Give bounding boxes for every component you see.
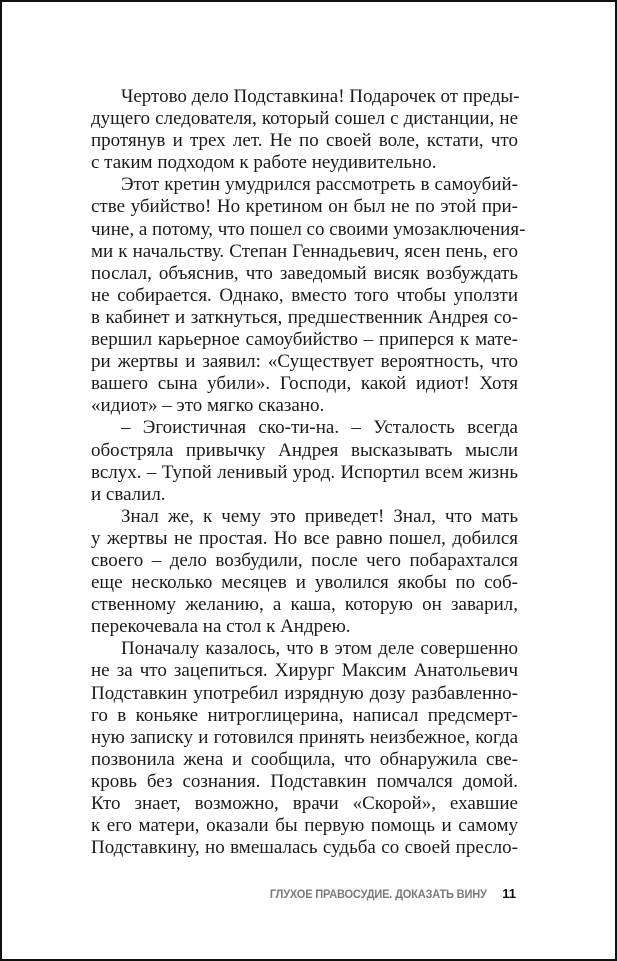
text-line: – Эгоистичная ско-ти-на. – Усталость всегда — [121, 417, 518, 439]
text-line: не за что зацепиться. Хирург Максим Анатольевич — [91, 660, 518, 682]
page-number: 11 — [502, 886, 516, 901]
text-line: «идиот» – это мягко сказано. — [91, 395, 325, 417]
text-line: кровь без сознания. Подставкин помчался домой. — [91, 770, 518, 792]
text-line: не собирается. Однако, вместо того чтобы уползти — [91, 284, 518, 306]
text-line: стве убийство! Но кретином он был не по этой при- — [91, 196, 518, 218]
text-line: послал, объяснив, что заведомый висяк возбуждать — [91, 262, 518, 284]
paragraph — [91, 174, 526, 417]
text-line: ми к начальству. Степан Геннадьевич, ясен пень, его — [91, 240, 518, 262]
text-line: в кабинет и заткнуться, предшественник Андрея со- — [91, 306, 518, 328]
running-title: ГЛУХОЕ ПРАВОСУДИЕ. ДОКАЗАТЬ ВИНУ — [269, 887, 487, 901]
text-line: ную записку и готовился принять неизбежное, когда — [91, 726, 518, 748]
text-line: еще несколько месяцев и уволился якобы по соб- — [91, 572, 518, 594]
text-line: и свалил. — [91, 483, 166, 505]
text-line: Кто знает, возможно, врачи «Скорой», ехавшие — [91, 793, 518, 814]
text-line: позвонила жена и сообщила, что обнаружила све- — [91, 748, 518, 770]
text-line: Этот кретин умудрился рассмотреть в самоубий- — [121, 174, 518, 196]
text-line: вслух. – Тупой ленивый урод. Испортил всем жизнь — [91, 461, 518, 483]
paragraph — [91, 638, 518, 859]
text-line: Знал же, к чему это приведет! Знал, что мать — [121, 505, 518, 527]
body-text — [91, 86, 526, 859]
page-footer — [251, 886, 516, 901]
text-line: ственному желанию, а каша, которую он заварил, — [91, 594, 518, 616]
paragraph — [91, 506, 518, 639]
paragraph — [91, 86, 518, 174]
text-line: вершил карьерное самоубийство – приперся к мате- — [91, 329, 518, 351]
text-line: с таким подходом к работе неудивительно. — [91, 152, 437, 174]
text-line: вашего сына убили». Господи, какой идиот! Хотя — [91, 373, 518, 395]
text-line: Подставкин употребил изрядную дозу разбавленно- — [91, 682, 518, 704]
text-line: у жертвы не простая. Но все равно пошел, добился — [91, 527, 518, 549]
text-line: Чертово дело Подставкина! Подарочек от преды- — [121, 86, 520, 107]
text-line: дущего следователя, который сошел с дистанции, не — [91, 108, 518, 130]
text-line: к его матери, оказали бы первую помощь и самому — [91, 815, 518, 837]
paragraph — [91, 417, 518, 505]
text-line: ри жертвы и заявил: «Существует вероятность, что — [91, 351, 518, 373]
text-line: обостряла привычку Андрея высказывать мысли — [91, 439, 518, 461]
text-line: го в коньяке нитроглицерина, написал предсмерт- — [91, 704, 518, 726]
text-line: перекочевала на стол к Андрею. — [91, 616, 351, 638]
text-line: своего – дело возбудили, после чего побарахтался — [91, 549, 518, 571]
text-line: Подставкину, но вмешалась судьба со своей пресло- — [91, 837, 518, 859]
text-line: протянув и трех лет. Не по своей воле, кстати, что — [91, 130, 518, 152]
text-line: чине, а потому, что пошел со своими умозаключения- — [91, 218, 526, 240]
text-line: Поначалу казалось, что в этом деле совершенно — [121, 638, 518, 660]
